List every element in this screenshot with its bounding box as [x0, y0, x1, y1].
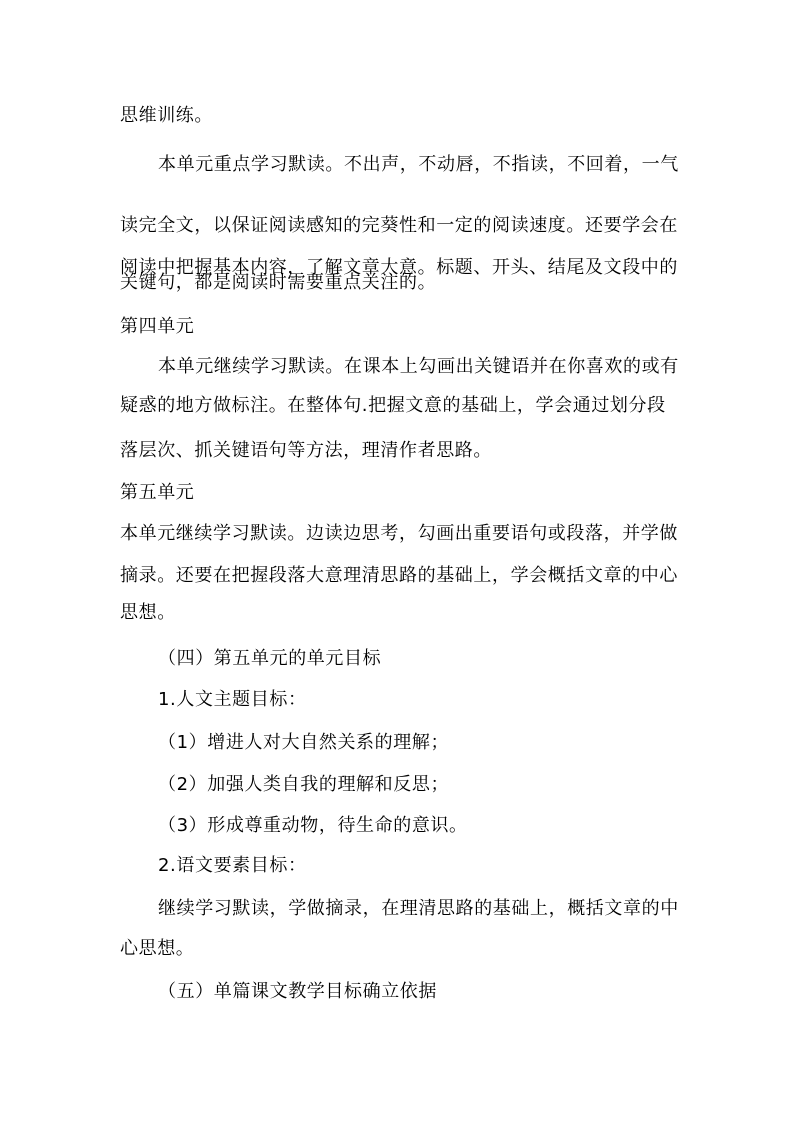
text-line: 心思想。	[120, 938, 195, 959]
subsection-heading: （四）第五单元的单元目标	[158, 648, 382, 669]
text-line: 思想。	[120, 602, 176, 623]
text-line: 读完全文，以保证阅读感知的完葵性和一定的阅读速度。还要学会在	[120, 215, 678, 236]
text-line: 思维训练。	[120, 105, 213, 126]
section-heading: 第四单元	[120, 316, 195, 337]
text-line: 继续学习默读，学做摘录，在理清思路的基础上，概括文章的中	[158, 898, 679, 919]
list-item: （3）形成尊重动物，待生命的意识。	[158, 815, 468, 836]
list-item: （1）增进人对大自然关系的理解；	[158, 732, 450, 753]
text-line: 关键句，都是阅读时需要重点关注的。	[120, 272, 437, 293]
subsection-heading: 1.人文主题目标：	[158, 689, 307, 710]
text-line: 疑惑的地方做标注。在整体句.把握文意的基础上，学会通过划分段	[120, 395, 666, 416]
section-heading: 第五单元	[120, 482, 195, 503]
subsection-heading: 2.语文要素目标：	[158, 855, 307, 876]
text-line: 阅读中把握基本内容，了解文章大意。标题、开头、结尾及文段中的	[120, 257, 678, 278]
text-line: 摘录。还要在把握段落大意理清思路的基础上，学会概括文章的中心	[120, 565, 678, 586]
text-line: 本单元继续学习默读。边读边思考，勾画出重要语句或段落，并学做	[120, 523, 678, 544]
text-line: 本单元继续学习默读。在课本上勾画出关键语并在你喜欢的或有	[158, 356, 679, 377]
text-line: 落层次、抓关键语句等方法，理清作者思路。	[120, 440, 492, 461]
list-item: （2）加强人类自我的理解和反思；	[158, 774, 450, 795]
subsection-heading: （五）单篇课文教学目标确立依据	[158, 981, 437, 1002]
text-line: 本单元重点学习默读。不出声，不动唇，不指读，不回着，一气	[158, 154, 679, 175]
